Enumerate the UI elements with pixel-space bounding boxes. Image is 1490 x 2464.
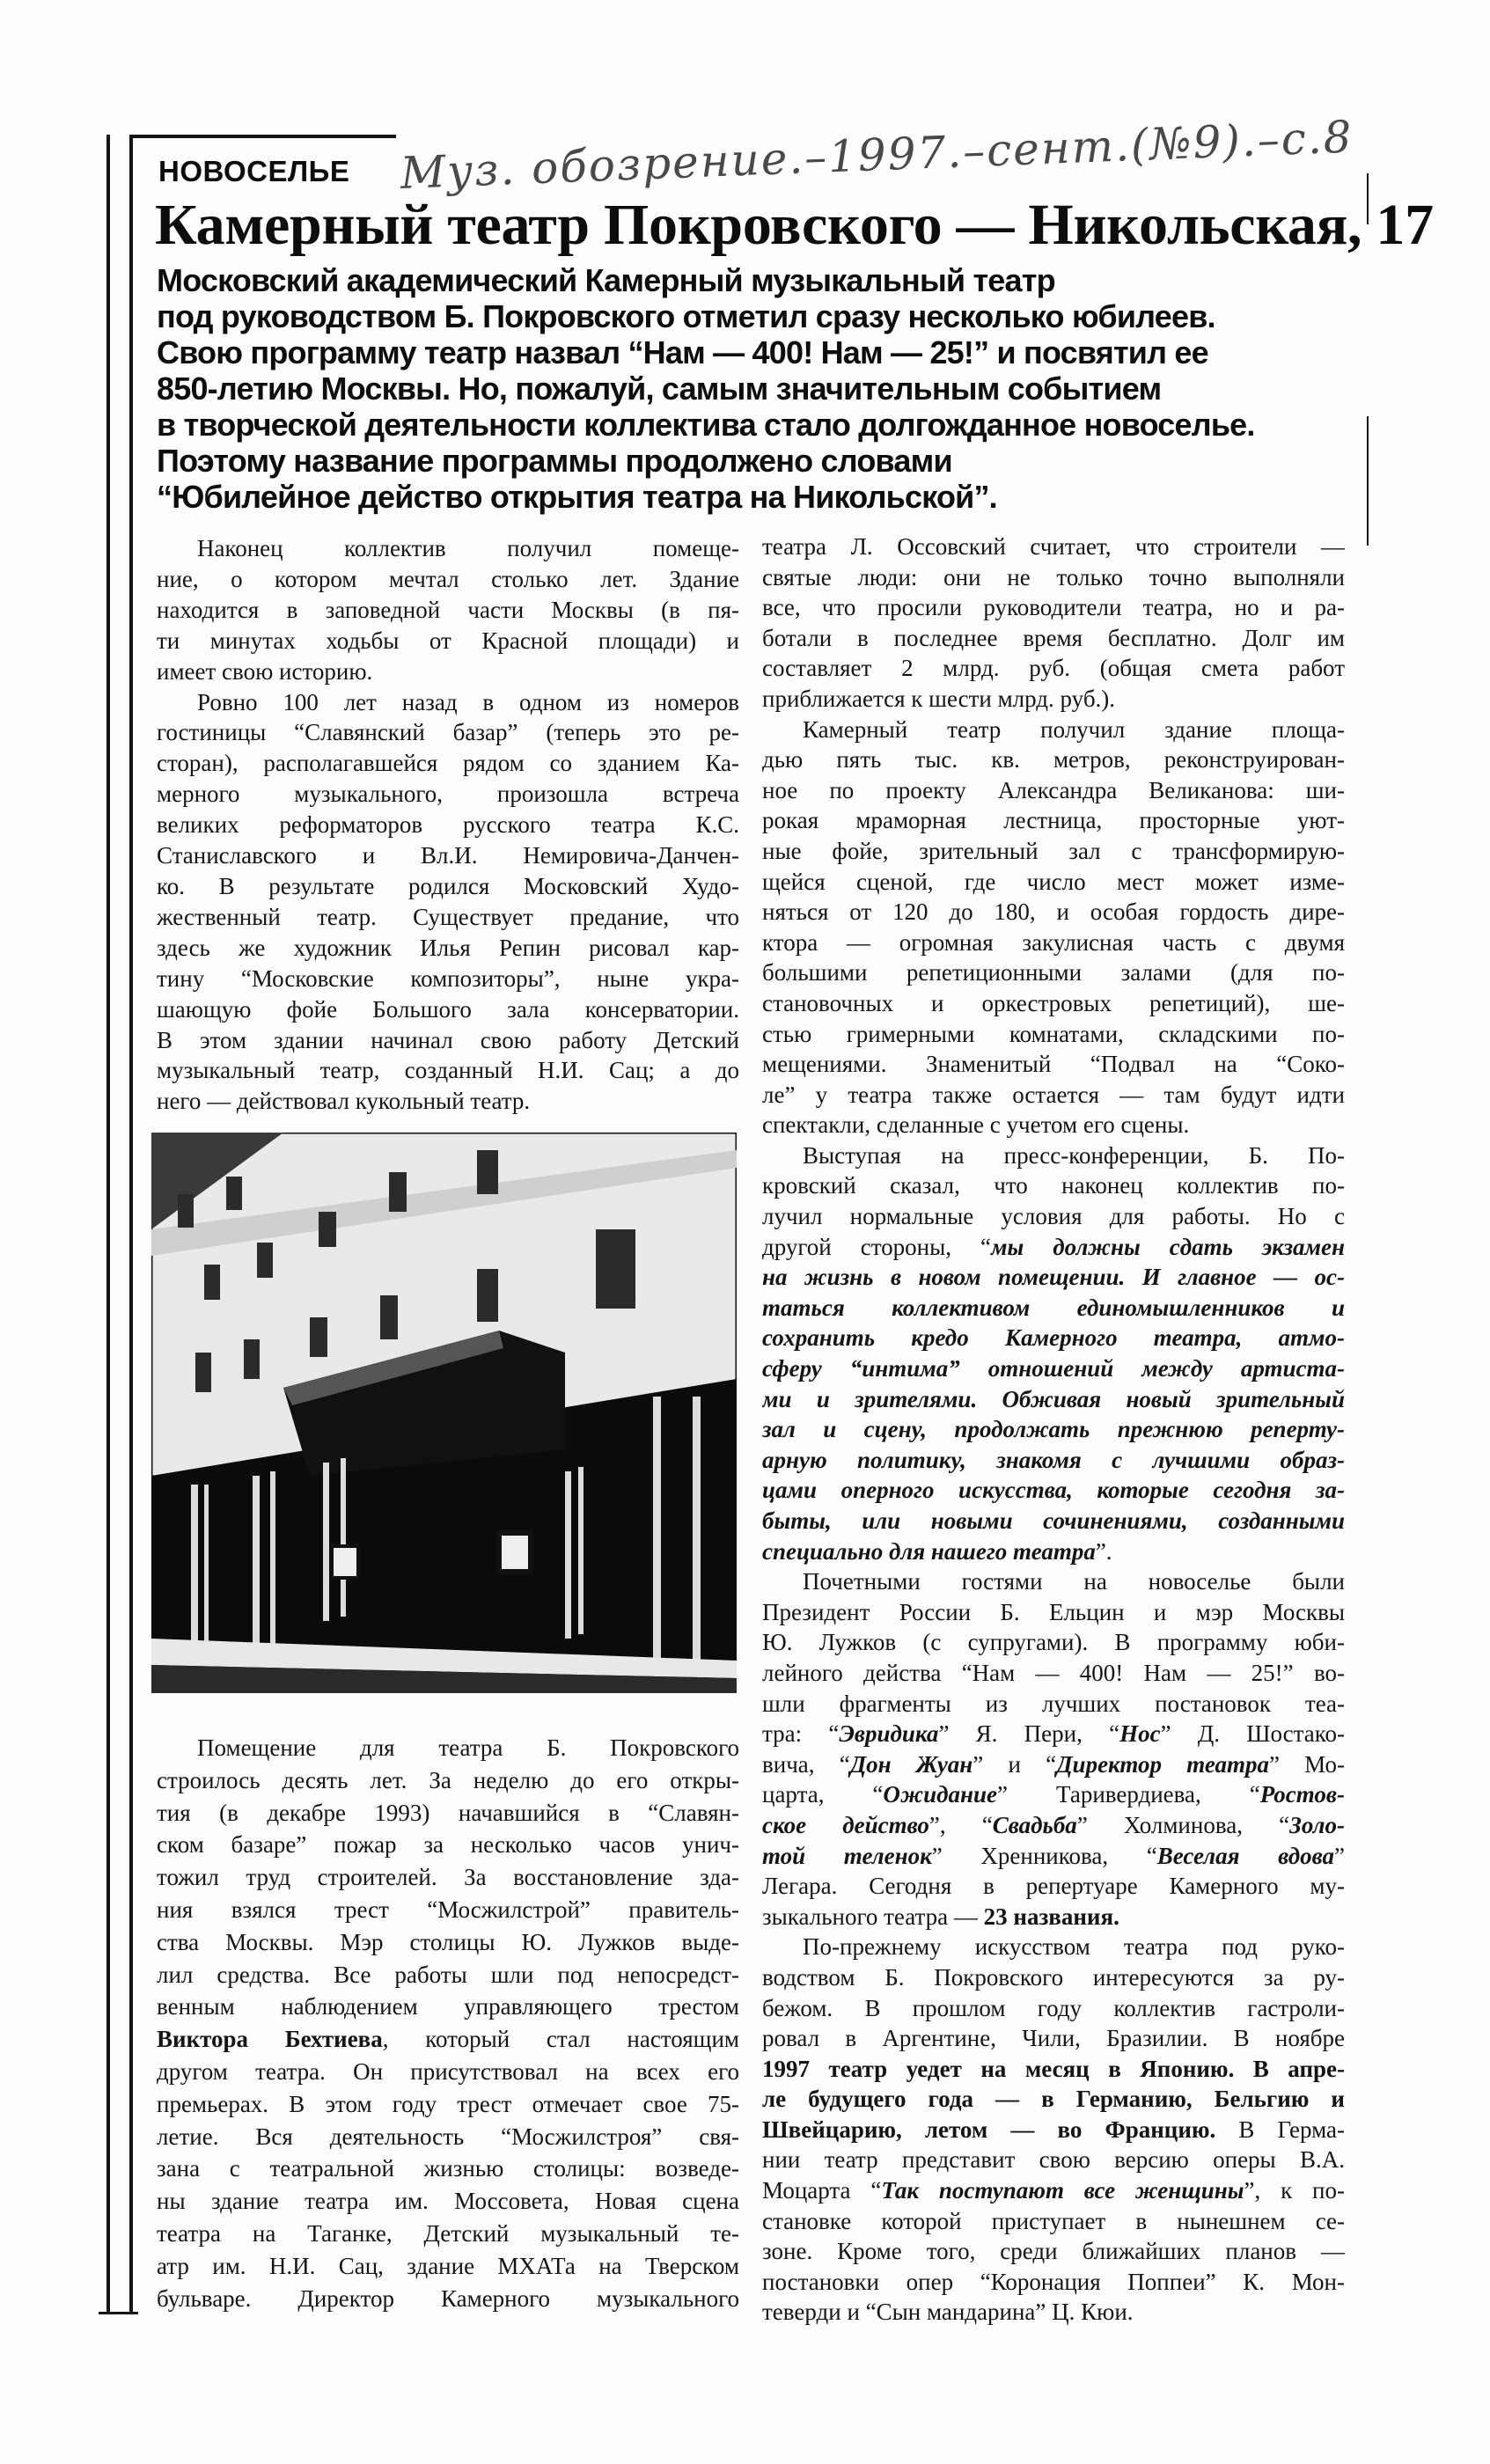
text-line [762,1779,1345,1810]
text-line: Ровно 100 лет назад в одном из номеров [197,688,739,715]
text-line: составляет 2 млрд. руб. (общая смета работ [762,655,1345,682]
text-line [762,1414,1345,1445]
text-line: Легара. Сегодня в репертуаре Камерного му- [762,1873,1345,1900]
italic-text: сохранить кредо Камерного театра, атмо- [762,1324,1345,1352]
italic-text: сферу “интима” отношений между артиста- [762,1355,1345,1382]
text-line: мещениями. Знаменитый “Подвал на “Соко- [762,1051,1345,1078]
text-line: имеет свою историю. [157,657,373,685]
italic-text: зал и сцену, продолжать прежнюю реперту- [762,1416,1345,1443]
text-line: постановки опер “Коронация Поппеи” К. Мон- [762,2268,1345,2295]
text-line: мерного музыкального, произошла встреча [157,781,739,808]
text-line: строилось десять лет. За неделю до его откры- [157,1766,739,1793]
text-line: Президент России Б. Ельцин и мэр Москвы [762,1598,1345,1625]
text-line: тия (в декабре 1993) начавшийся в “Славян- [157,1799,739,1826]
text-line: Выступая на пресс-конференции, Б. По- [803,1141,1345,1169]
text-line: великих реформаторов русского театра К.С. [157,811,739,839]
text-line [762,2084,1345,2115]
bold-text: 23 названия. [983,1903,1119,1930]
text-line: зана с театральной жизнью столицы: возведе- [157,2155,739,2182]
text-line [762,1475,1345,1506]
italic-text: Золо- [1289,1811,1345,1838]
text-line: премьерах. В этом году трест отмечает свое 75- [157,2090,739,2117]
text-line: лейного действа “Нам — 400! Нам — 25!” во- [762,1659,1345,1686]
italic-text: Нос [1119,1720,1161,1748]
text-line: бульваре. Директор Камерного музыкального [157,2284,739,2312]
outer-margin-rule [106,135,110,2314]
paragraph [762,1932,1345,2328]
text-line: большими репетиционными залами (для по- [762,959,1345,986]
text-segment: ” и “ [973,1750,1057,1778]
text-line [762,1232,1345,1263]
text-line: няться от 120 до 180, и особая гордость дире- [762,898,1345,926]
right-column [762,532,1345,2328]
text-line: становке которой приступает в нынешнем се- [762,2207,1345,2234]
text-line: летие. Вся деятельность “Мосжилстроя” свя- [157,2123,739,2150]
section-rubric: НОВОСЕЛЬЕ [158,155,350,187]
lead-line: в творческой деятельности коллектива стало долгожданное новоселье. [157,407,1255,443]
text-line [762,1506,1345,1536]
lead-line: Свою программу театр назвал “Нам — 400! Нам — 25!” и посвятил ее [157,334,1208,370]
italic-text: Свадьба [992,1811,1077,1838]
text-line: Камерный театр получил здание площа- [803,715,1345,743]
text-line: стью гримерными комнатами, складскими по- [762,1020,1345,1047]
handwritten-source-note: Муз. обозрение.–1997.–сент.(№9).–с.8 [399,111,1354,199]
italic-text: цами оперного искусства, которые сегодня за- [762,1477,1345,1504]
text-line [762,1293,1345,1324]
text-line: тину “Московские композиторы”, ныне укра- [157,964,739,992]
text-line: дью пять тыс. кв. метров, реконструирован- [762,746,1345,774]
text-line: ровал в Аргентине, Чили, Бразилии. В ноябре [762,2025,1345,2052]
text-line: ние, о котором мечтал столько лет. Здание [157,565,739,592]
text-line: водством Б. Покровского интересуются за ру- [762,1963,1345,1991]
text-segment: царта, “ [762,1781,884,1808]
text-line: теверди и “Сын мандарина” Ц. Кюи. [762,2299,1134,2326]
text-line [762,1719,1345,1749]
text-line [762,1323,1345,1353]
text-line [762,1445,1345,1476]
text-line: ное по проекту Александра Великанова: ши- [762,776,1345,803]
text-line: Ю. Лужков (с супругами). В программу юби- [762,1629,1345,1656]
text-line [762,1902,1345,1932]
lead-line: “Юбилейное действо открытия театра на Никольской”. [157,479,997,515]
text-segment: вича, “ [762,1750,850,1778]
text-line [157,2023,739,2056]
text-line: шли фрагменты из лучших постановок теа- [762,1690,1345,1717]
text-segment: тра: “ [762,1720,840,1748]
text-line: ны здание театра им. Моссовета, Новая сцена [157,2188,739,2215]
text-segment: ” Мо- [1269,1750,1345,1778]
text-line: находится в заповедной части Москвы (в пя- [157,596,739,623]
text-line: бежом. В прошлом году коллектив гастроли- [762,1994,1345,2021]
text-line: жественный театр. Существует предание, что [157,903,739,930]
lead-line: Поэтому название программы продолжено словами [157,443,952,479]
italic-text: таться коллективом единомышленников и [762,1294,1345,1321]
text-line: рокая мраморная лестница, просторные уют- [762,807,1345,834]
paragraph [157,687,739,1118]
italic-text: быты, или новыми сочинениями, созданными [762,1507,1345,1534]
text-segment: ” Холминова, “ [1076,1811,1290,1838]
theatre-building-photo [151,1133,737,1693]
text-line [762,2115,1345,2145]
bold-text: ле будущего года — в Германию, Бельгию и [762,2086,1345,2113]
text-segment: ” [1334,1842,1345,1869]
text-line: кровский сказал, что наконец коллектив по- [762,1172,1345,1199]
paragraph [762,1566,1345,1932]
text-line: Наконец коллектив получил помеще- [197,535,739,561]
italic-text: ми и зрителями. Обживая новый зрительный [762,1385,1345,1412]
text-line: ко. В результате родился Московский Худо- [157,872,739,899]
text-line: другом театра. Он присутствовал на всех его [157,2057,739,2085]
text-line: ботали в последнее время бесплатно. Долг им [762,624,1345,651]
text-line: Почетными гостями на новоселье были [803,1568,1345,1595]
lead-line: Московский академический Камерный музыкальный театр [157,262,1055,298]
italic-text: на жизнь в новом помещении. И главное — ос- [762,1264,1345,1291]
text-line: нии театр представит свою версию оперы В.А. [762,2146,1345,2174]
text-line: ти минутах ходьбы от Красной площади) и [157,627,739,654]
text-line: зоне. Кроме того, среди ближайших планов — [762,2238,1345,2265]
text-line: тожил труд строителей. За восстановление зда- [157,1864,739,1891]
text-segment: другой стороны, “ [762,1233,991,1260]
text-segment: ” Д. Шостако- [1160,1720,1345,1748]
text-segment: зыкального театра — [762,1903,984,1930]
paragraph [762,715,1345,1140]
text-line: лучил нормальные условия для работы. Но с [762,1203,1345,1230]
text-segment: В Герма- [1215,2116,1345,2143]
italic-text: Веселая вдова [1156,1842,1334,1869]
text-line: ском базаре” пожар за несколько часов унич- [157,1831,739,1859]
text-line: сторан), располагавшейся рядом со зданием Ка- [157,750,739,777]
text-line: гостиницы “Славянский базар” (теперь это ре- [157,719,739,746]
text-line [762,2054,1345,2085]
lead-line: 850-летию Москвы. Но, пожалуй, самым значительным событием [157,370,1162,407]
bold-text: Швейцарию, летом — во Францию. [762,2116,1216,2143]
text-line [762,1262,1345,1293]
text-segment: ”, к по- [1244,2177,1345,2204]
text-line: щейся сценой, где число мест может изме- [762,868,1345,895]
italic-text: Так поступают все женщины [881,2177,1244,2204]
bold-text: Виктора Бехтиева [157,2026,383,2053]
text-line: лил средства. Все работы шли под непосредст- [157,1961,739,1988]
text-line: приближается к шести млрд. руб.). [762,685,1116,712]
text-segment: ”, “ [928,1811,993,1838]
text-line: ле” у театра также остается — там будут идти [762,1081,1345,1108]
italic-text: Директор театра [1056,1750,1269,1778]
paragraph [762,532,1345,715]
text-line: театра Л. Оссовский считает, что строители — [762,533,1345,560]
bottom-rule [99,2312,138,2314]
text-line: ктора — огромная закулисная часть с двумя [762,928,1345,956]
inner-margin-rule [129,135,133,2314]
italic-text: мы должны сдать экзамен [991,1233,1345,1260]
text-line [762,1384,1345,1415]
text-line: святые люди: они не только точно выполняли [762,563,1345,590]
left-column-bottom [157,1732,739,2314]
text-line: ния взялся трест “Мосжилстрой” правитель- [157,1896,739,1923]
text-line: него — действовал кукольный театр. [157,1088,531,1115]
text-segment: ”. [1095,1537,1112,1565]
italic-text: той теленок [762,1842,932,1869]
italic-text: Ростов- [1259,1781,1345,1808]
italic-text: ское действо [762,1811,929,1838]
top-rule [129,135,396,138]
text-segment: ” Хренникова, “ [931,1842,1157,1869]
article-lead [157,262,1389,515]
paragraph [157,533,739,687]
bold-text: 1997 театр уедет на месяц в Японию. В апре- [762,2055,1345,2082]
text-segment: ” Таривердиева, “ [997,1781,1260,1808]
italic-text: Дон Жуан [849,1750,973,1778]
italic-text: арную политику, знакомя с лучшими образ- [762,1446,1345,1473]
text-line: ные фойе, зрительный зал с трансформирую- [762,837,1345,864]
text-line: музыкальный театр, созданный Н.И. Сац; а до [157,1057,739,1084]
text-line: атр им. Н.И. Сац, здание МХАТа на Тверском [157,2252,739,2279]
text-segment: , который стал настоящим [382,2026,739,2053]
text-segment: ” Я. Пери, “ [938,1720,1120,1748]
text-line: Помещение для театра Б. Покровского [197,1734,739,1761]
text-segment: Моцарта “ [762,2177,882,2204]
text-line [762,2175,1345,2206]
text-line [762,1749,1345,1780]
text-line [762,1353,1345,1384]
text-line: все, что просили руководители театра, но и ра- [762,594,1345,621]
left-column-top [157,533,739,1117]
text-line: Станиславского и Вл.И. Немировича-Данчен- [157,842,739,869]
italic-text: Эвридика [839,1720,939,1748]
italic-text: Ожидание [883,1781,998,1808]
text-line [762,1810,1345,1841]
italic-text: специально для нашего театра [762,1537,1096,1565]
text-line: спектакли, сделанные с учетом его сцены. [762,1111,1190,1139]
paragraph [157,1732,739,2314]
text-line: театра на Таганке, Детский музыкальный те- [157,2219,739,2247]
text-line: здесь же художник Илья Репин рисовал кар- [157,934,739,961]
text-line: По-прежнему искусством театра под руко- [803,1933,1345,1961]
text-line [762,1841,1345,1872]
text-line: шающую фойе Большого зала консерватории. [157,995,739,1023]
article-title: Камерный театр Покровского — Никольская, 17 [155,193,1434,257]
text-line: венным наблюдением управляющего трестом [157,1993,739,2020]
text-line: ства Москвы. Мэр столицы Ю. Лужков выде- [157,1928,739,1955]
text-line: становочных и оркестровых репетиций), ше- [762,989,1345,1016]
text-line [762,1536,1345,1567]
text-line: В этом здании начинал свою работу Детский [157,1026,739,1053]
paragraph [762,1140,1345,1566]
lead-line: под руководством Б. Покровского отметил сразу несколько юбилеев. [157,298,1215,334]
